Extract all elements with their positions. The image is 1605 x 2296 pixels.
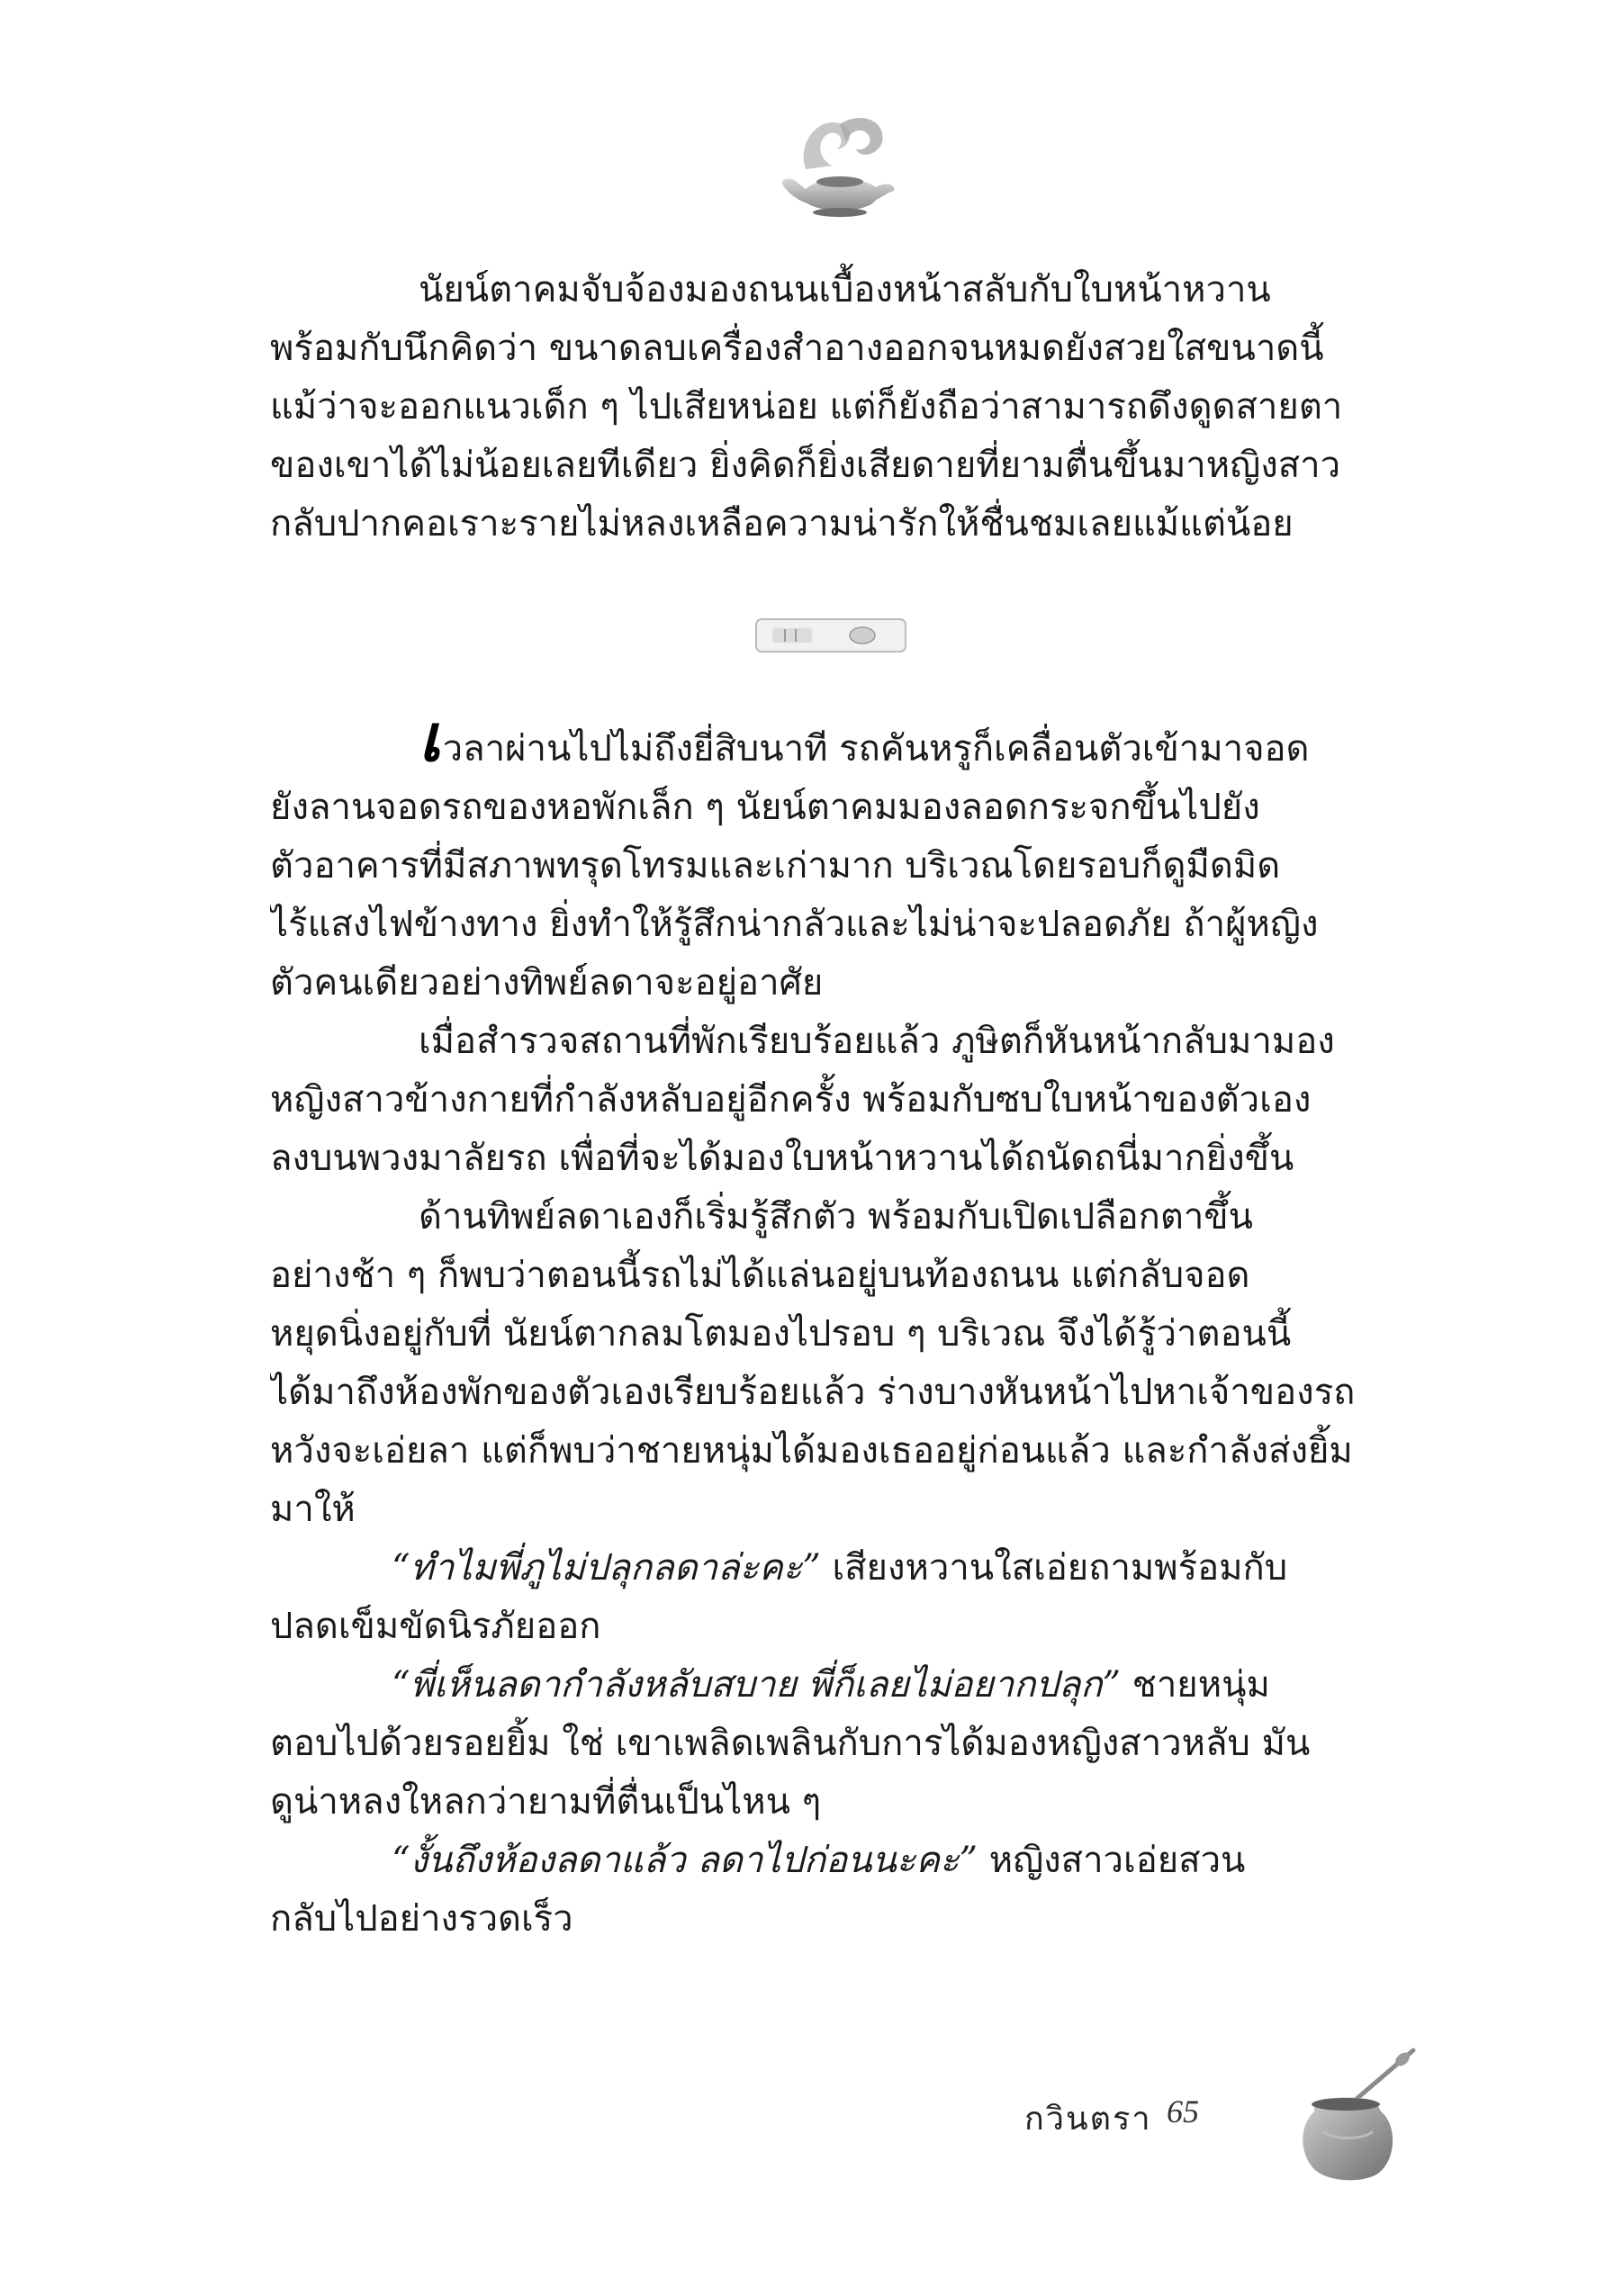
- text-line: วลาผ่านไปไม่ถึงยี่สิบนาที รถคันหรูก็เคลื่อนตัวเข้ามาจอด: [442, 728, 1310, 770]
- section-2: [270, 720, 1404, 1949]
- footer-author: กวินตรา: [1024, 2101, 1152, 2138]
- dialog-narration: ชายหนุ่ม: [1120, 1664, 1270, 1706]
- text-line: ยังลานจอดรถของหอพักเล็ก ๆ นัยน์ตาคมมองลอดกระจกขึ้นไปยัง: [270, 787, 1260, 828]
- dialog-narration: เสียงหวานใสเอ่ยถามพร้อมกับ: [820, 1547, 1288, 1589]
- text-line: กลับไปอย่างรวดเร็ว: [270, 1898, 573, 1940]
- text-line: ตอบไปด้วยรอยยิ้ม ใช่ เขาเพลิดเพลินกับการได้มองหญิงสาวหลับ มัน: [270, 1723, 1311, 1764]
- drop-cap: เ: [419, 720, 441, 776]
- text-line: แม้ว่าจะออกแนวเด็ก ๆ ไปเสียหน่อย แต่ก็ยังถือว่าสามารถดึงดูดสายตา: [270, 386, 1343, 428]
- text-line: ของเขาได้ไม่น้อยเลยทีเดียว ยิ่งคิดก็ยิ่งเสียดายที่ยามตื่นขึ้นมาหญิงสาว: [270, 445, 1341, 486]
- teapot-swan-ornament-icon: [770, 106, 905, 223]
- text-line: พร้อมกับนึกคิดว่า ขนาดลบเครื่องสำอางออกจนหมดยังสวยใสขนาดนี้: [270, 328, 1324, 369]
- text-line: หยุดนิ่งอยู่กับที่ นัยน์ตากลมโตมองไปรอบ ๆ บริเวณ จึงได้รู้ว่าตอนนี้: [270, 1313, 1292, 1355]
- text-line: ลงบนพวงมาลัยรถ เพื่อที่จะได้มองใบหน้าหวานได้ถนัดถนี่มากยิ่งขึ้น: [270, 1138, 1294, 1179]
- dialog-line: [270, 1656, 1404, 1715]
- text-line: ตัวอาคารที่มีสภาพทรุดโทรมและเก่ามาก บริเวณโดยรอบก็ดูมืดมิด: [270, 845, 1281, 887]
- dialog-narration: หญิงสาวเอ่ยสวน: [977, 1840, 1246, 1881]
- pregnancy-test-ornament-icon: [754, 616, 907, 655]
- text-line: ไร้แสงไฟข้างทาง ยิ่งทำให้รู้สึกน่ากลัวและไม่น่าจะปลอดภัย ถ้าผู้หญิง: [270, 904, 1319, 945]
- text-line: หวังจะเอ่ยลา แต่ก็พบว่าชายหนุ่มได้มองเธออยู่ก่อนแล้ว และกำลังส่งยิ้ม: [270, 1430, 1353, 1472]
- text-line: อย่างช้า ๆ ก็พบว่าตอนนี้รถไม่ได้แล่นอยู่บนท้องถนน แต่กลับจอด: [270, 1255, 1250, 1296]
- text-line: หญิงสาวข้างกายที่กำลังหลับอยู่อีกครั้ง พร้อมกับซบใบหน้าของตัวเอง: [270, 1079, 1312, 1121]
- text-line: กลับปากคอเราะรายไม่หลงเหลือความน่ารักให้ชื่นชมเลยแม้แต่น้อย: [270, 503, 1294, 545]
- honey-pot-icon: [1287, 2041, 1422, 2185]
- page-number: 65: [1167, 2093, 1199, 2129]
- text-line: ปลดเข็มขัดนิรภัยออก: [270, 1606, 601, 1647]
- text-line: ดูน่าหลงใหลกว่ายามที่ตื่นเป็นไหน ๆ: [270, 1781, 822, 1823]
- dialog-quote: “พี่เห็นลดากำลังหลับสบาย พี่ก็เลยไม่อยากปลุก”: [392, 1664, 1121, 1706]
- text-line: ได้มาถึงห้องพักของตัวเองเรียบร้อยแล้ว ร่างบางหันหน้าไปหาเจ้าของรถ: [270, 1372, 1356, 1413]
- text-line-first: [270, 720, 1404, 779]
- dialog-quote: “งั้นถึงห้องลดาแล้ว ลดาไปก่อนนะคะ”: [392, 1840, 978, 1881]
- text-line: มาให้: [270, 1489, 356, 1530]
- text-line: นัยน์ตาคมจับจ้องมองถนนเบื้องหน้าสลับกับใบหน้าหวาน: [419, 269, 1271, 311]
- text-line: ด้านทิพย์ลดาเองก็เริ่มรู้สึกตัว พร้อมกับเปิดเปลือกตาขึ้น: [419, 1196, 1253, 1238]
- dialog-line: [270, 1832, 1404, 1890]
- paragraph-1: [270, 261, 1404, 554]
- text-line: ตัวคนเดียวอย่างทิพย์ลดาจะอยู่อาศัย: [270, 962, 824, 1004]
- dialog-quote: “ทำไมพี่ภูไม่ปลุกลดาล่ะคะ”: [392, 1547, 821, 1589]
- text-line: เมื่อสำรวจสถานที่พักเรียบร้อยแล้ว ภูษิตก็หันหน้ากลับมามอง: [419, 1021, 1335, 1062]
- dialog-line: [270, 1539, 1404, 1598]
